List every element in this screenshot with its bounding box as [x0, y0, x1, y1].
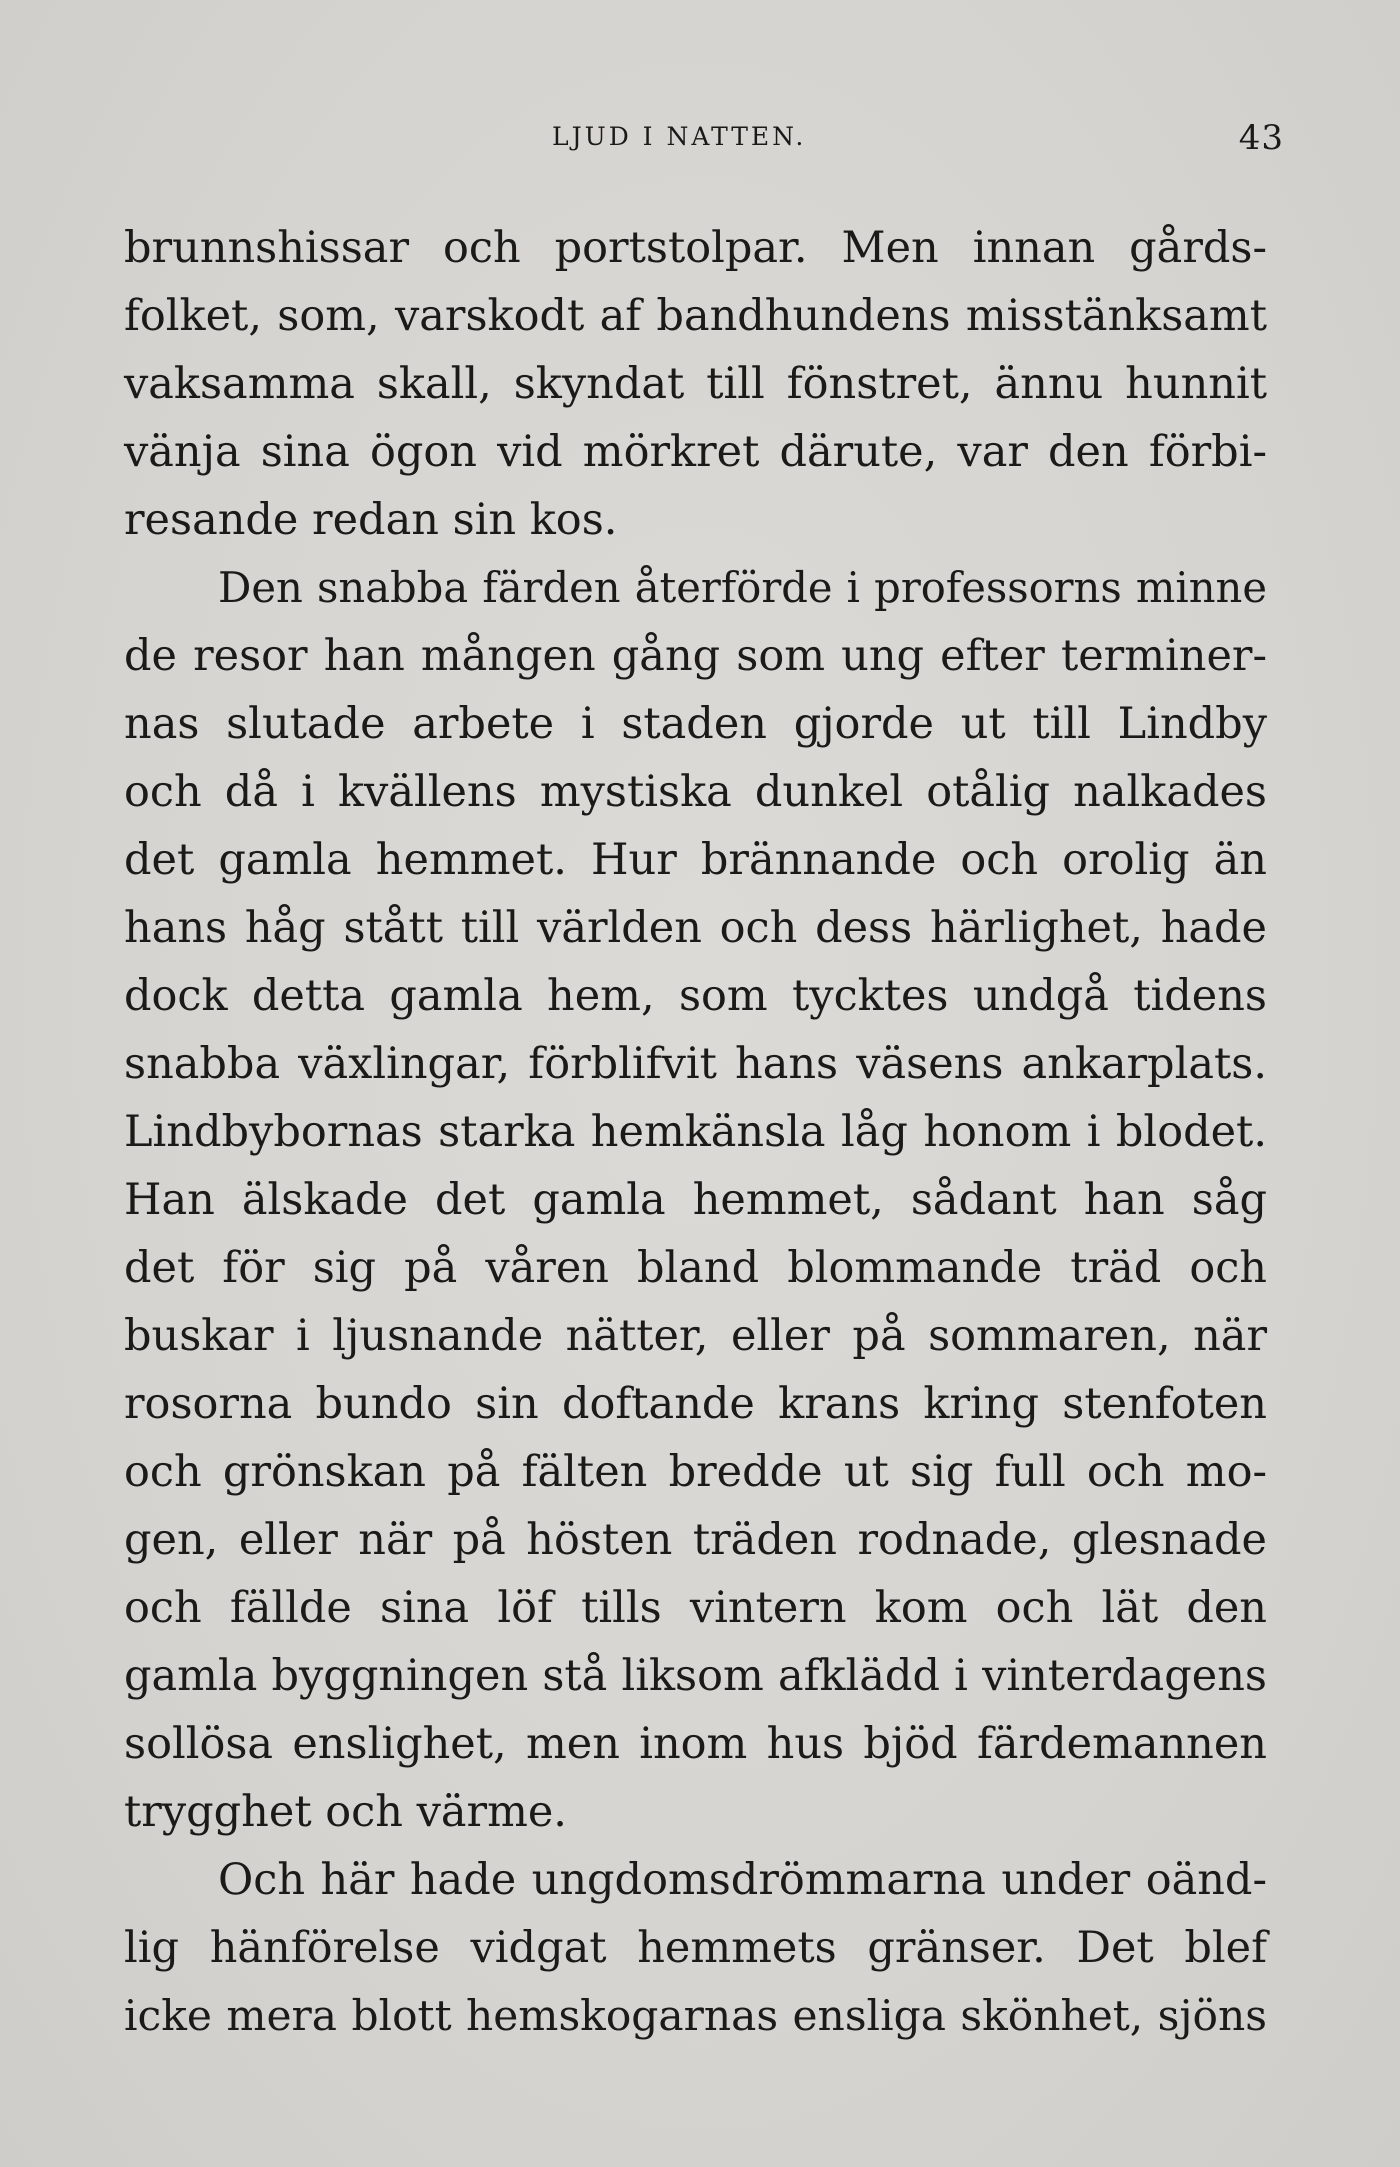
paragraph-start-line: Och här hade ungdomsdrömmarna under oänd-	[218, 1855, 1267, 1905]
text-line: gamla byggningen stå liksom afklädd i vinterdagens	[124, 1651, 1267, 1701]
text-line: Lindbybornas starka hemkänsla låg honom i blodet.	[124, 1107, 1267, 1157]
page-number: 43	[1238, 118, 1284, 158]
text-line: och då i kvällens mystiska dunkel otålig nalkades	[124, 767, 1267, 817]
text-line: rosorna bundo sin doftande krans kring stenfoten	[124, 1379, 1267, 1429]
text-line: de resor han mången gång som ung efter terminer-	[124, 631, 1267, 681]
text-line: gen, eller när på hösten träden rodnade, glesnade	[124, 1515, 1267, 1565]
text-line: och grönskan på fälten bredde ut sig full och mo-	[124, 1447, 1267, 1497]
text-line: det för sig på våren bland blommande träd och	[124, 1243, 1267, 1293]
text-line: snabba växlingar, förblifvit hans väsens ankarplats.	[124, 1039, 1267, 1089]
text-line: hans håg stått till världen och dess härlighet, hade	[124, 903, 1267, 953]
text-line: buskar i ljusnande nätter, eller på sommaren, när	[124, 1311, 1267, 1361]
text-line: trygghet och värme.	[124, 1787, 567, 1837]
text-line: det gamla hemmet. Hur brännande och orolig än	[124, 835, 1267, 885]
text-line: nas slutade arbete i staden gjorde ut till Lindby	[124, 699, 1267, 749]
text-line: och fällde sina löf tills vintern kom och lät den	[124, 1583, 1267, 1633]
text-line: vaksamma skall, skyndat till fönstret, ännu hunnit	[124, 359, 1267, 409]
text-line: vänja sina ögon vid mörkret därute, var den förbi-	[124, 427, 1267, 477]
text-line: resande redan sin kos.	[124, 495, 618, 545]
text-line: icke mera blott hemskogarnas ensliga skönhet, sjöns	[124, 1991, 1267, 2040]
paragraph-start-line: Den snabba färden återförde i professorns minne	[218, 563, 1267, 612]
text-line: folket, som, varskodt af bandhundens misstänksamt	[124, 291, 1267, 341]
text-line: brunnshissar och portstolpar. Men innan gårds-	[124, 223, 1267, 273]
text-line: lig hänförelse vidgat hemmets gränser. Det blef	[124, 1923, 1267, 1973]
text-line: sollösa enslighet, men inom hus bjöd färdemannen	[124, 1719, 1267, 1769]
text-line: Han älskade det gamla hemmet, sådant han såg	[124, 1175, 1267, 1225]
text-line: dock detta gamla hem, som tycktes undgå tidens	[124, 971, 1267, 1021]
body-text	[124, 214, 1267, 2050]
page-header	[124, 118, 1284, 158]
running-title: LJUD I NATTEN.	[552, 122, 807, 151]
